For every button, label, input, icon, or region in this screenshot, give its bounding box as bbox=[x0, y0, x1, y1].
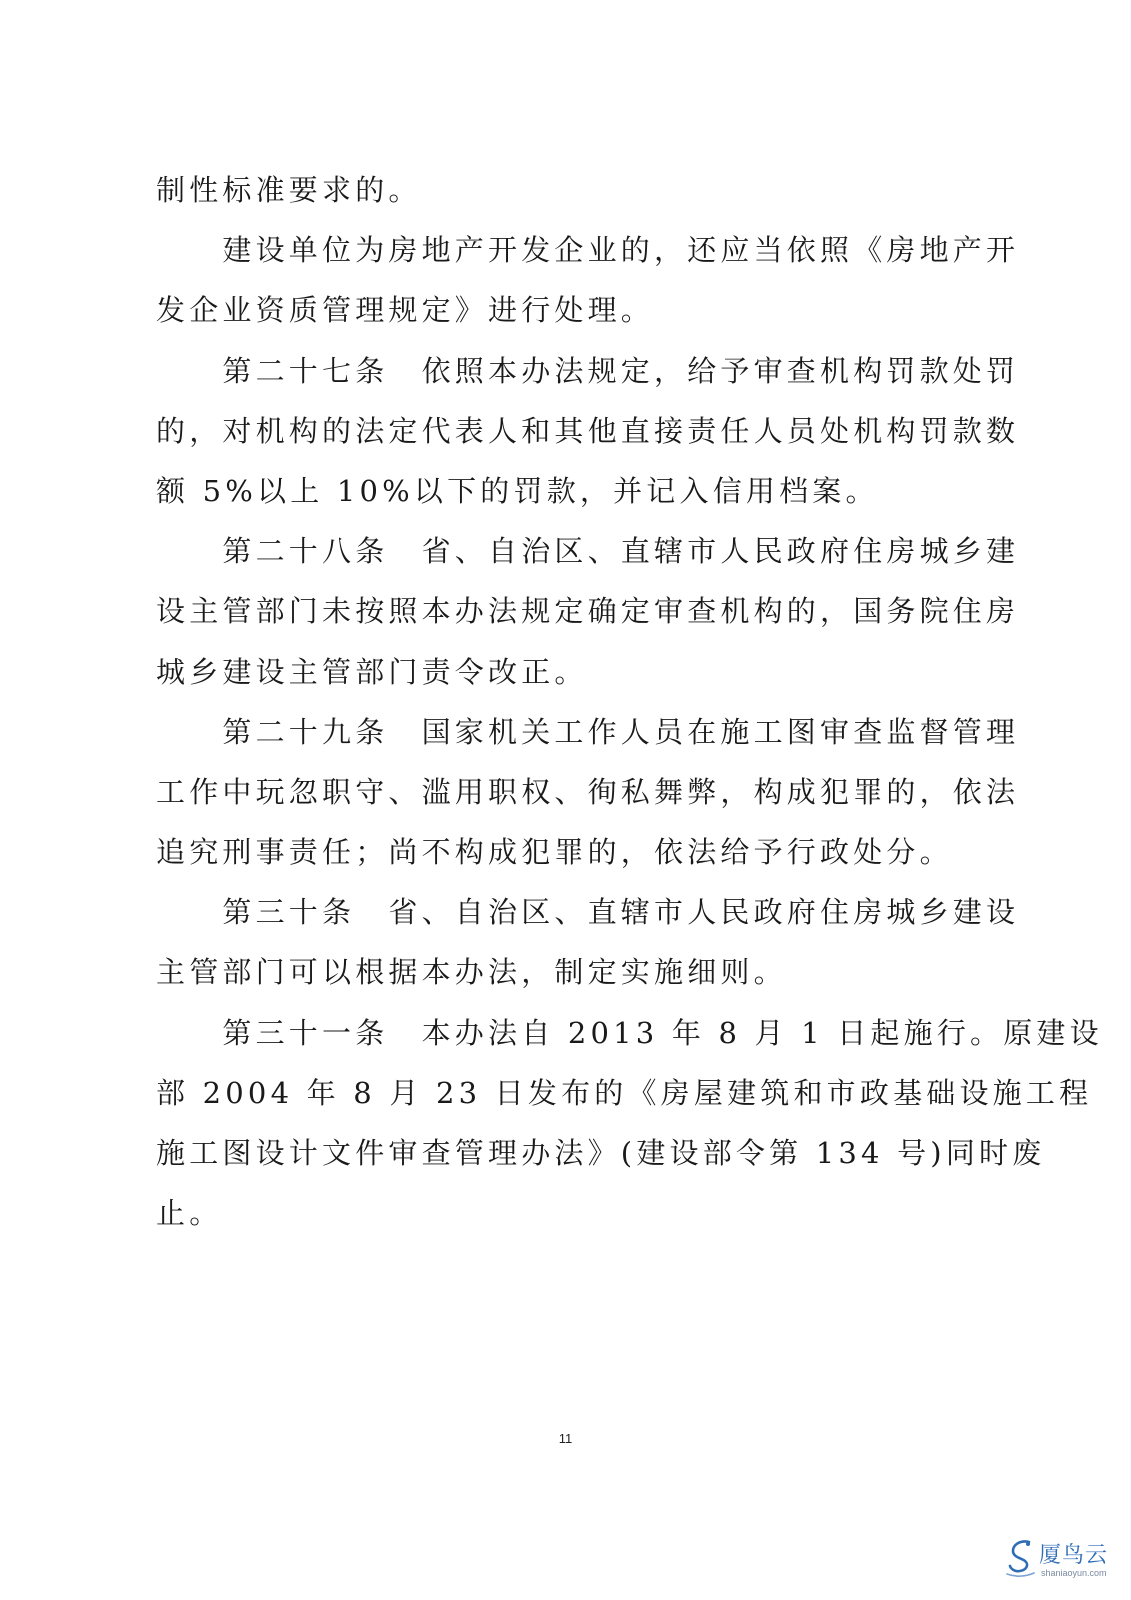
watermark bbox=[1003, 1532, 1123, 1590]
text-line: 第二十八条 省、自治区、直辖市人民政府住房城乡建 bbox=[156, 534, 1020, 569]
text-line: 发企业资质管理规定》进行处理。 bbox=[156, 293, 655, 328]
text-line: 城乡建设主管部门责令改正。 bbox=[156, 654, 588, 689]
text-line: 第二十九条 国家机关工作人员在施工图审查监督管理 bbox=[156, 714, 1020, 749]
text-line: 施工图设计文件审查管理办法》(建设部令第 134 号)同时废 bbox=[156, 1136, 1046, 1170]
text-line: 第三十一条 本办法自 2013 年 8 月 1 日起施行。原建设 bbox=[156, 1015, 1103, 1050]
text-line: 额 5%以上 10%以下的罚款，并记入信用档案。 bbox=[156, 473, 879, 508]
text-line: 工作中玩忽职守、滥用职权、徇私舞弊，构成犯罪的，依法 bbox=[156, 774, 1020, 809]
text-line: 制性标准要求的。 bbox=[156, 173, 422, 207]
page-number: 11 bbox=[558, 1431, 573, 1446]
text-line: 部 2004 年 8 月 23 日发布的《房屋建筑和市政基础设施工程 bbox=[156, 1075, 1093, 1110]
text-line: 建设单位为房地产开发企业的，还应当依照《房地产开 bbox=[156, 233, 1020, 268]
text-line: 第三十条 省、自治区、直辖市人民政府住房城乡建设 bbox=[156, 895, 1020, 930]
text-line: 止。 bbox=[156, 1196, 223, 1231]
text-line: 设主管部门未按照本办法规定确定审查机构的，国务院住房 bbox=[156, 594, 1020, 629]
text-line: 的，对机构的法定代表人和其他直接责任人员处机构罚款数 bbox=[156, 413, 1020, 448]
document-body bbox=[156, 160, 1103, 1243]
bird-logo-icon bbox=[1003, 1536, 1039, 1580]
text-line: 第二十七条 依照本办法规定，给予审查机构罚款处罚 bbox=[156, 353, 1020, 388]
watermark-name: 厦鸟云 bbox=[1039, 1543, 1109, 1568]
text-line: 主管部门可以根据本办法，制定实施细则。 bbox=[156, 955, 787, 990]
text-line: 追究刑事责任；尚不构成犯罪的，依法给予行政处分。 bbox=[156, 835, 953, 870]
watermark-url: shaniaoyun.com bbox=[1041, 1568, 1107, 1578]
